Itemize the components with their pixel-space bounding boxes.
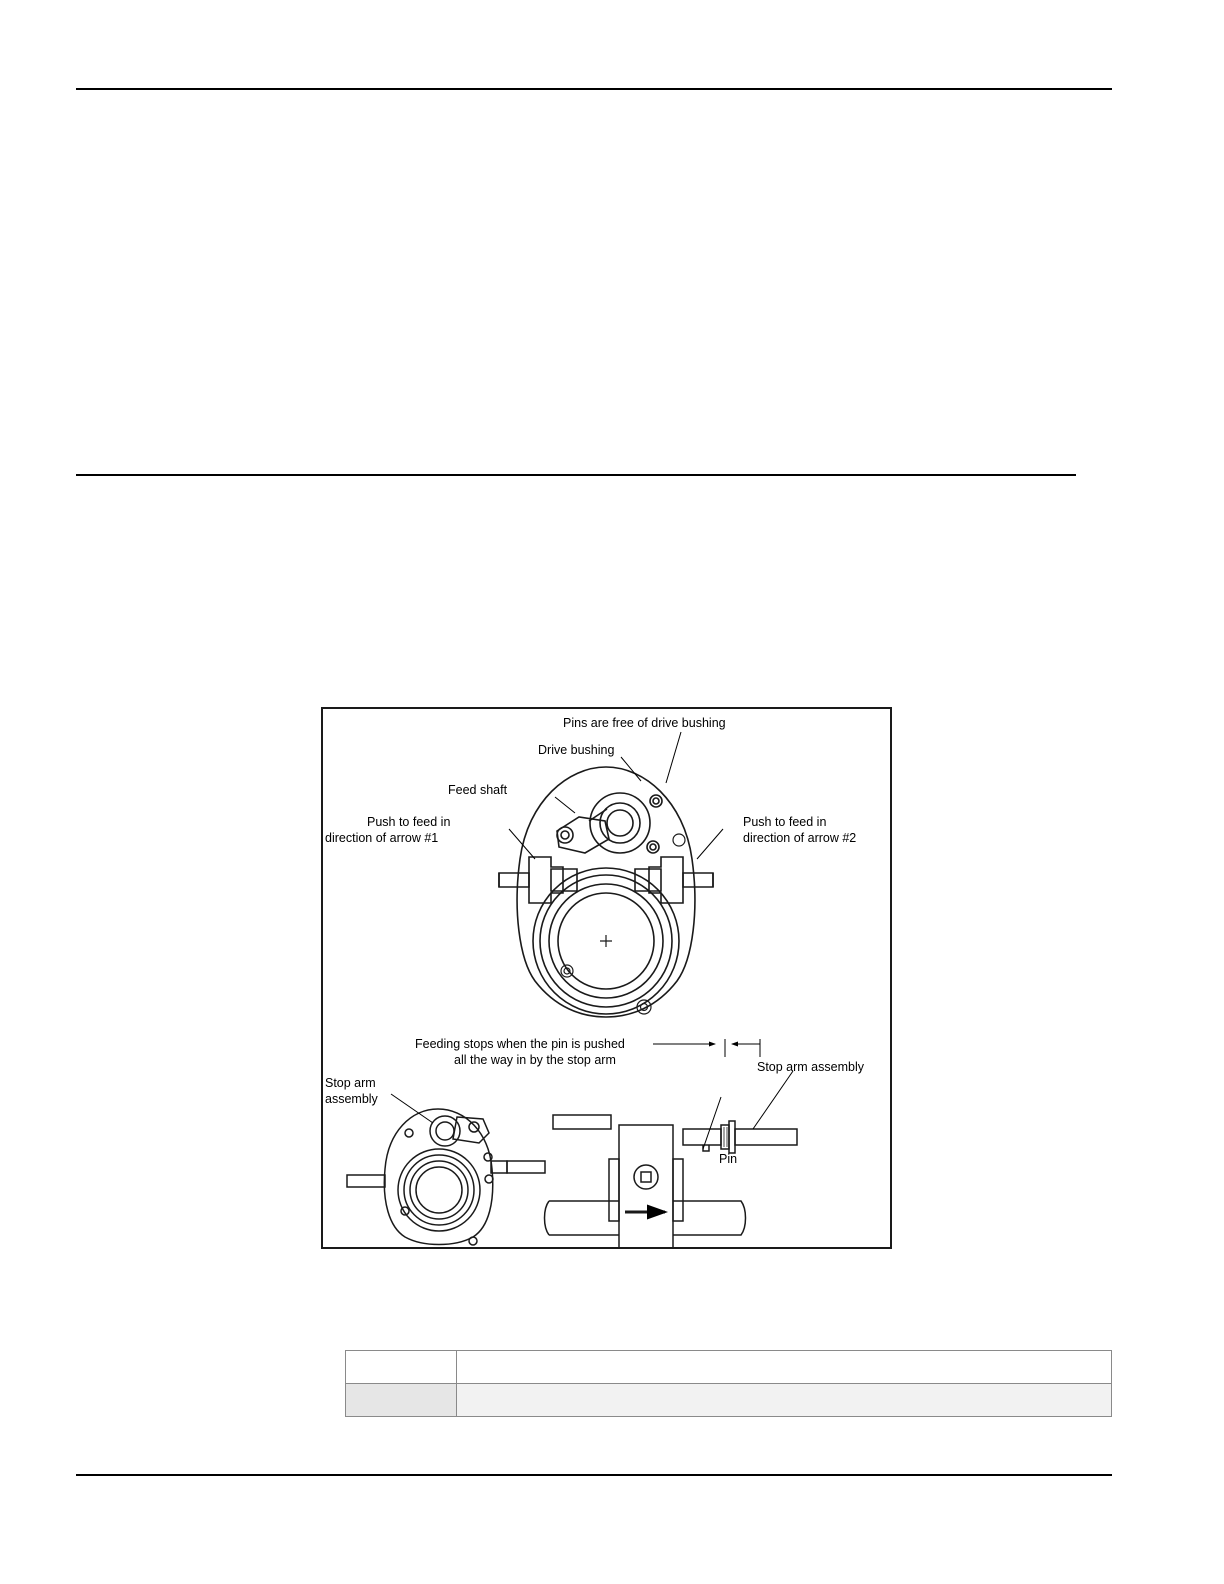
label-push-left-line1: Push to feed in xyxy=(367,815,451,829)
footer-rule xyxy=(76,1474,1112,1476)
table-cell-value xyxy=(457,1351,1112,1384)
label-pin: Pin xyxy=(719,1152,738,1166)
label-feeding-stops-line2: all the way in by the stop arm xyxy=(454,1053,616,1067)
table-cell-value xyxy=(457,1384,1112,1417)
label-stop-arm-left-line1: Stop arm xyxy=(325,1076,376,1090)
table-cell-key xyxy=(346,1384,457,1417)
label-feeding-stops-line1: Feeding stops when the pin is pushed xyxy=(415,1037,625,1051)
label-push-right-line1: Push to feed in xyxy=(743,815,827,829)
header-rule xyxy=(76,88,1112,90)
label-push-right-line2: direction of arrow #2 xyxy=(743,831,857,845)
label-push-left-line2: direction of arrow #1 xyxy=(325,831,439,845)
label-drive-bushing: Drive bushing xyxy=(538,743,615,757)
figure-feed-mechanism xyxy=(321,707,892,1249)
note-table xyxy=(345,1350,1112,1417)
table-row xyxy=(346,1351,1112,1384)
label-stop-arm-left-line2: assembly xyxy=(325,1092,378,1106)
table-cell-key xyxy=(346,1351,457,1384)
label-stop-arm-right: Stop arm assembly xyxy=(757,1060,864,1074)
table-row xyxy=(346,1384,1112,1417)
label-pins-free: Pins are free of drive bushing xyxy=(563,716,726,730)
section-rule xyxy=(76,474,1076,476)
label-feed-shaft: Feed shaft xyxy=(448,783,508,797)
